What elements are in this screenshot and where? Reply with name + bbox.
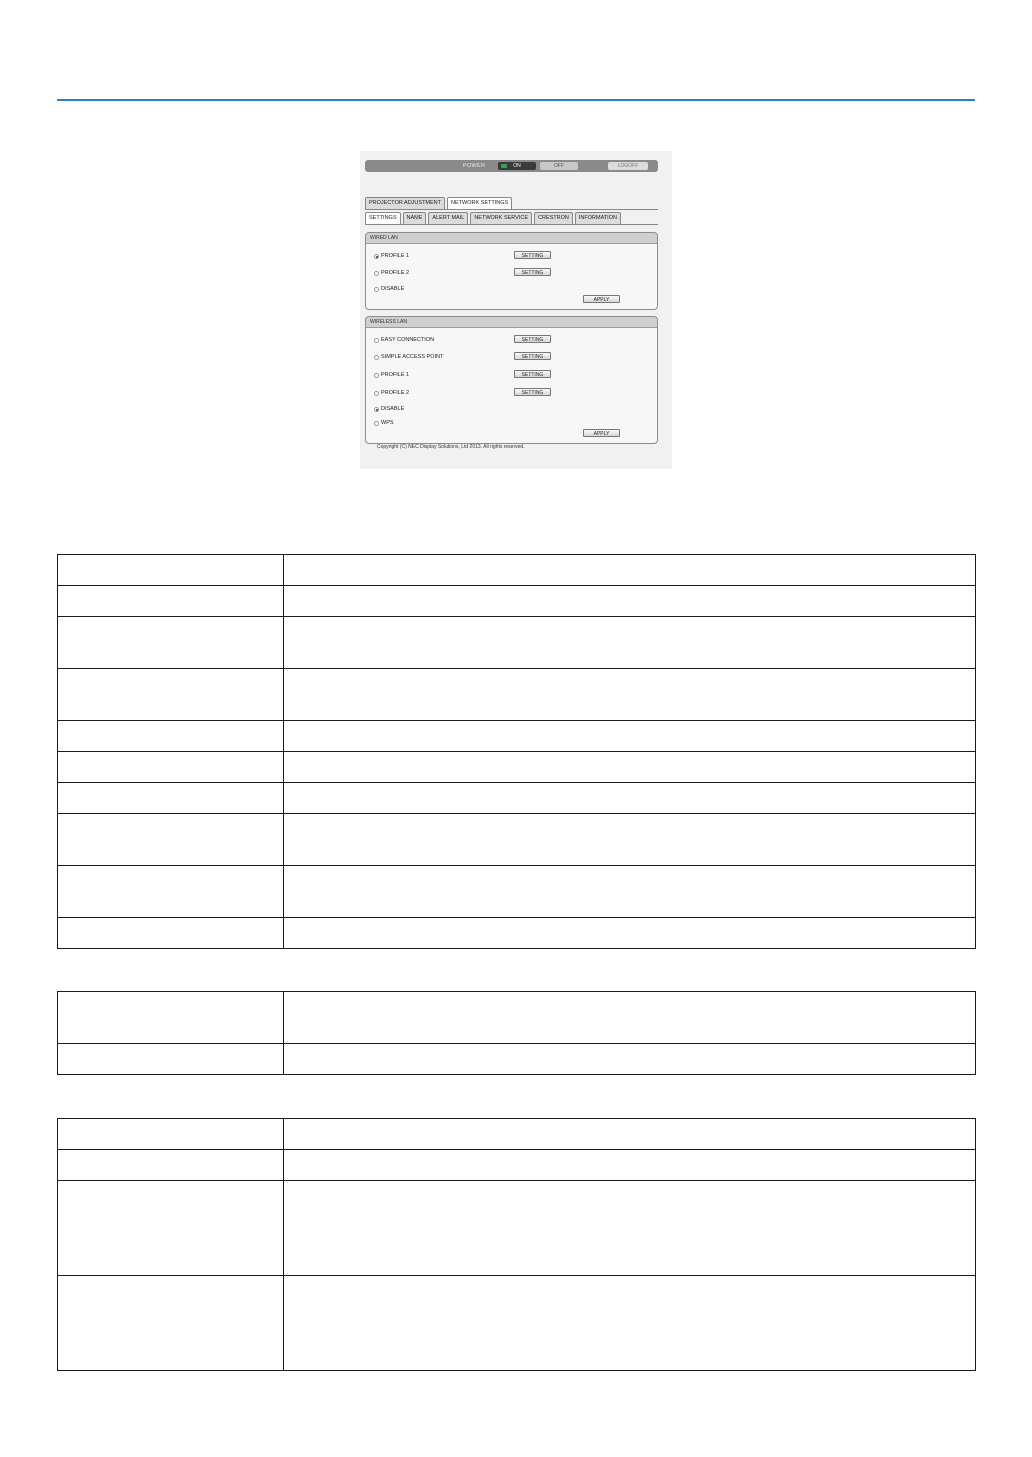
table-row: [58, 918, 976, 949]
wired-option-disable[interactable]: DISABLE: [374, 286, 404, 292]
tab-network-service[interactable]: NETWORK SERVICE: [470, 212, 532, 224]
wired-profile-2-setting-button[interactable]: SETTING: [514, 268, 551, 276]
web-interface-screenshot: [360, 151, 672, 469]
wired-option-profile-1[interactable]: PROFILE 1: [374, 253, 409, 259]
table-row: [58, 1044, 976, 1075]
tab-information[interactable]: INFORMATION: [575, 212, 621, 224]
tab-network-settings[interactable]: NETWORK SETTINGS: [447, 197, 512, 209]
wireless-option-easy-connection[interactable]: EASY CONNECTION: [374, 337, 434, 343]
table-cell: [284, 918, 976, 949]
wireless-option-profile-1[interactable]: PROFILE 1: [374, 372, 409, 378]
table-row: [58, 721, 976, 752]
table-row: [58, 783, 976, 814]
radio-icon: [374, 407, 379, 412]
wireless-profile-2-setting-button[interactable]: SETTING: [514, 388, 551, 396]
radio-icon: [374, 271, 379, 276]
table-cell: [58, 617, 284, 669]
table-cell: [284, 992, 976, 1044]
wired-apply-button[interactable]: APPLY: [583, 295, 620, 303]
table-cell: [284, 1044, 976, 1075]
table-cell: [58, 1276, 284, 1371]
tab-settings[interactable]: SETTINGS: [365, 212, 401, 224]
power-bar: [365, 160, 658, 172]
power-on-button[interactable]: ON: [498, 162, 536, 170]
table-cell: [58, 555, 284, 586]
header-rule: [57, 99, 975, 101]
settings-table-3: [57, 1118, 976, 1371]
table-cell: [284, 814, 976, 866]
wired-profile-1-setting-button[interactable]: SETTING: [514, 251, 551, 259]
table-row: [58, 1150, 976, 1181]
copyright-text: Copyright (C) NEC Display Solutions, Ltd 2013. All rights reserved.: [377, 444, 525, 450]
table-row: [58, 814, 976, 866]
table-cell: [58, 814, 284, 866]
table-row: [58, 617, 976, 669]
radio-icon: [374, 338, 379, 343]
settings-table-2: [57, 991, 976, 1075]
wireless-simple-access-point-setting-button[interactable]: SETTING: [514, 352, 551, 360]
wired-lan-group: [365, 232, 658, 310]
wireless-easy-connection-setting-button[interactable]: SETTING: [514, 335, 551, 343]
table-cell: [284, 752, 976, 783]
wireless-option-wps[interactable]: WPS: [374, 420, 394, 426]
table-cell: [284, 617, 976, 669]
table-cell: [284, 866, 976, 918]
table-cell: [284, 669, 976, 721]
table-row: [58, 1181, 976, 1276]
table-cell: [58, 918, 284, 949]
table-cell: [58, 1044, 284, 1075]
tab-alert-mail[interactable]: ALERT MAIL: [428, 212, 468, 224]
radio-icon: [374, 287, 379, 292]
power-off-button[interactable]: OFF: [540, 162, 578, 170]
table-cell: [284, 721, 976, 752]
table-row: [58, 1119, 976, 1150]
logoff-button[interactable]: LOGOFF: [608, 162, 648, 170]
table-row: [58, 669, 976, 721]
radio-icon: [374, 355, 379, 360]
tab-crestron[interactable]: CRESTRON: [534, 212, 573, 224]
tab-name[interactable]: NAME: [403, 212, 427, 224]
table-row: [58, 555, 976, 586]
table-cell: [58, 752, 284, 783]
table-cell: [284, 1181, 976, 1276]
table-cell: [284, 1150, 976, 1181]
radio-icon: [374, 421, 379, 426]
table-cell: [58, 586, 284, 617]
table-cell: [284, 586, 976, 617]
wireless-lan-group: [365, 316, 658, 444]
wireless-lan-title: WIRELESS LAN: [366, 317, 657, 328]
table-row: [58, 752, 976, 783]
main-tabs: [365, 197, 512, 209]
subtab-divider: [365, 224, 658, 225]
table-row: [58, 1276, 976, 1371]
tab-divider: [365, 209, 658, 210]
power-led-icon: [501, 164, 507, 168]
table-cell: [58, 721, 284, 752]
wired-lan-title: WIRED LAN: [366, 233, 657, 244]
table-row: [58, 586, 976, 617]
table-cell: [58, 669, 284, 721]
wireless-option-profile-2[interactable]: PROFILE 2: [374, 390, 409, 396]
wired-option-profile-2[interactable]: PROFILE 2: [374, 270, 409, 276]
table-cell: [58, 1181, 284, 1276]
wireless-option-disable[interactable]: DISABLE: [374, 406, 404, 412]
radio-icon: [374, 254, 379, 259]
power-label: POWER: [463, 163, 486, 169]
wireless-option-simple-access-point[interactable]: SIMPLE ACCESS POINT: [374, 354, 443, 360]
table-row: [58, 866, 976, 918]
table-cell: [58, 783, 284, 814]
table-cell: [284, 1119, 976, 1150]
wireless-apply-button[interactable]: APPLY: [583, 429, 620, 437]
table-row: [58, 992, 976, 1044]
radio-icon: [374, 373, 379, 378]
table-cell: [58, 1150, 284, 1181]
settings-table-1: [57, 554, 976, 949]
table-cell: [284, 783, 976, 814]
table-cell: [58, 866, 284, 918]
tab-projector-adjustment[interactable]: PROJECTOR ADJUSTMENT: [365, 197, 445, 209]
radio-icon: [374, 391, 379, 396]
table-cell: [58, 1119, 284, 1150]
table-cell: [284, 1276, 976, 1371]
table-cell: [58, 992, 284, 1044]
table-cell: [284, 555, 976, 586]
sub-tabs: [365, 212, 621, 224]
wireless-profile-1-setting-button[interactable]: SETTING: [514, 370, 551, 378]
